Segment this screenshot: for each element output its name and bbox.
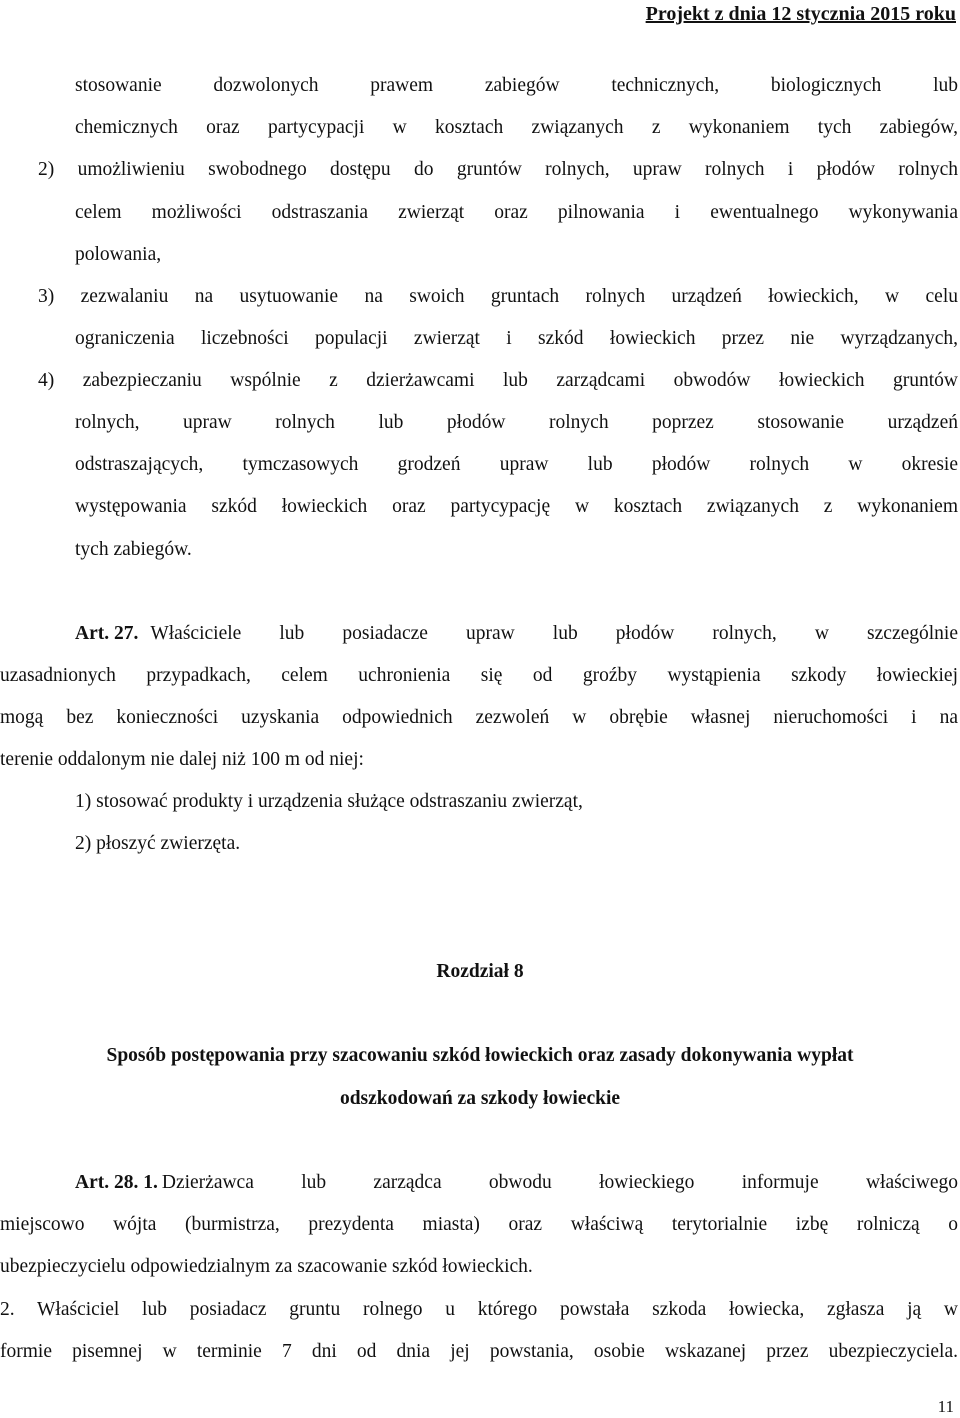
text-line: polowania, bbox=[75, 244, 162, 265]
text-line: Dzierżawca lub zarządca obwodu łowieckiego informuje właściwego bbox=[161, 1172, 958, 1193]
chapter-title-line-1: Sposób postępowania przy szacowaniu szkód łowieckich oraz zasady dokonywania wypłat bbox=[106, 1045, 854, 1066]
list-item: 4) zabezpieczaniu wspólnie z dzierżawcami lub zarządcami obwodów łowieckich gruntów bbox=[38, 370, 958, 391]
text-line: miejscowo wójta (burmistrza, prezydenta miasta) oraz właściwą terytorialnie izbę rolniczą o bbox=[0, 1214, 958, 1235]
list-item: 2) umożliwieniu swobodnego dostępu do gruntów rolnych, upraw rolnych i płodów rolnych bbox=[38, 159, 958, 180]
document-header-title: Projekt z dnia 12 stycznia 2015 roku bbox=[645, 3, 956, 25]
text-line: uzasadnionych przypadkach, celem uchronienia się od groźby wystąpienia szkody łowieckiej bbox=[0, 665, 958, 686]
chapter-title-line-2: odszkodowań za szkody łowieckie bbox=[339, 1088, 621, 1109]
text-line: mogą bez konieczności uzyskania odpowiednich zezwoleń w obrębie własnej nieruchomości i na bbox=[0, 707, 958, 728]
text-line: celem możliwości odstraszania zwierząt oraz pilnowania i ewentualnego wykonywania bbox=[75, 202, 958, 223]
text-line: stosowanie dozwolonych prawem zabiegów technicznych, biologicznych lub bbox=[75, 75, 958, 96]
list-item: 2) płoszyć zwierzęta. bbox=[75, 833, 241, 854]
article-label: Art. 28. 1. bbox=[75, 1172, 158, 1193]
text-line: tych zabiegów. bbox=[75, 539, 192, 560]
article-28-first-line bbox=[75, 1173, 958, 1193]
chapter-number: Rozdział 8 bbox=[436, 961, 524, 982]
text-line: Właściciele lub posiadacze upraw lub płodów rolnych, w szczególnie bbox=[150, 623, 958, 644]
list-item: 1) stosować produkty i urządzenia służące odstraszaniu zwierząt, bbox=[75, 791, 583, 812]
text-line: ograniczenia liczebności populacji zwierząt i szkód łowieckich przez nie wyrządzanych, bbox=[75, 328, 958, 349]
text-line: odstraszających, tymczasowych grodzeń upraw lub płodów rolnych w okresie bbox=[75, 454, 958, 475]
text-line: 2. Właściciel lub posiadacz gruntu rolnego u którego powstała szkoda łowiecka, zgłasza ją w bbox=[0, 1299, 958, 1320]
article-label: Art. 27. bbox=[75, 623, 139, 644]
page-number: 11 bbox=[937, 1397, 954, 1416]
article-27-first-line bbox=[75, 624, 958, 644]
text-line: ubezpieczycielu odpowiedzialnym za szacowanie szkód łowieckich. bbox=[0, 1256, 533, 1277]
text-line: występowania szkód łowieckich oraz partycypację w kosztach związanych z wykonaniem bbox=[75, 496, 958, 517]
text-line: formie pisemnej w terminie 7 dni od dnia jej powstania, osobie wskazanej przez ubezpieczyciela. bbox=[0, 1341, 958, 1362]
list-item: 3) zezwalaniu na usytuowanie na swoich gruntach rolnych urządzeń łowieckich, w celu bbox=[38, 286, 958, 307]
text-line: rolnych, upraw rolnych lub płodów rolnych poprzez stosowanie urządzeń bbox=[75, 412, 958, 433]
text-line: chemicznych oraz partycypacji w kosztach związanych z wykonaniem tych zabiegów, bbox=[75, 117, 958, 138]
text-line: terenie oddalonym nie dalej niż 100 m od niej: bbox=[0, 749, 364, 770]
